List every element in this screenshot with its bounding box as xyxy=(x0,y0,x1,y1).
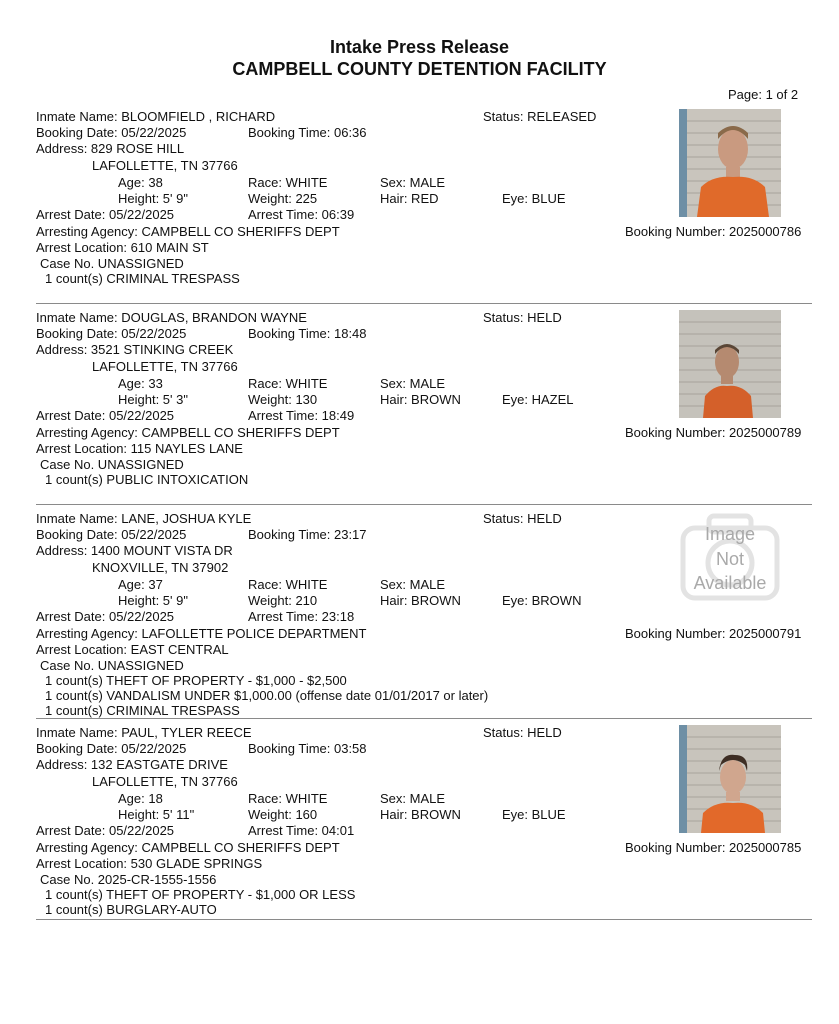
arrest-location: Arrest Location: 610 MAIN ST xyxy=(36,240,209,255)
charge-line: 1 count(s) PUBLIC INTOXICATION xyxy=(45,472,249,487)
arrest-location: Arrest Location: 115 NAYLES LANE xyxy=(36,441,243,456)
arrest-location: Arrest Location: EAST CENTRAL xyxy=(36,642,229,657)
charge-line: 1 count(s) THEFT OF PROPERTY - $1,000 OR LESS xyxy=(45,887,356,902)
report-title: Intake Press Release xyxy=(329,37,510,57)
arresting-agency: Arresting Agency: CAMPBELL CO SHERIFFS DEPT xyxy=(36,224,340,239)
sex: Sex: MALE xyxy=(380,791,446,806)
charge-line: 1 count(s) CRIMINAL TRESPASS xyxy=(45,703,240,718)
height: Height: 5' 3" xyxy=(118,392,188,407)
hair: Hair: BROWN xyxy=(380,807,461,822)
mugshot-photo xyxy=(679,109,781,217)
inmate-name: Inmate Name: DOUGLAS, BRANDON WAYNE xyxy=(36,310,307,325)
address-line-2: LAFOLLETTE, TN 37766 xyxy=(92,774,238,789)
inmate-status: Status: HELD xyxy=(483,511,562,526)
hair: Hair: RED xyxy=(380,191,439,206)
booking-number: Booking Number: 2025000785 xyxy=(625,840,802,855)
placeholder-text-2: Not xyxy=(715,549,744,569)
arrest-date: Arrest Date: 05/22/2025 xyxy=(36,609,175,624)
placeholder-text-1: Image xyxy=(704,524,756,544)
age: Age: 37 xyxy=(118,577,163,592)
placeholder-text-3: Available xyxy=(693,573,767,593)
booking-date: Booking Date: 05/22/2025 xyxy=(36,527,187,542)
race: Race: WHITE xyxy=(248,577,328,592)
facility-name: CAMPBELL COUNTY DETENTION FACILITY xyxy=(232,59,607,79)
address-line-1: Address: 3521 STINKING CREEK xyxy=(36,342,234,357)
booking-time: Booking Time: 03:58 xyxy=(248,741,367,756)
hair: Hair: BROWN xyxy=(380,392,461,407)
charge-line: 1 count(s) THEFT OF PROPERTY - $1,000 - $2,500 xyxy=(45,673,347,688)
sex: Sex: MALE xyxy=(380,577,446,592)
record-divider xyxy=(36,919,812,920)
inmate-name: Inmate Name: LANE, JOSHUA KYLE xyxy=(36,511,252,526)
arresting-agency: Arresting Agency: LAFOLLETTE POLICE DEPARTMENT xyxy=(36,626,367,641)
booking-date: Booking Date: 05/22/2025 xyxy=(36,741,187,756)
booking-number: Booking Number: 2025000791 xyxy=(625,626,802,641)
inmate-name: Inmate Name: BLOOMFIELD , RICHARD xyxy=(36,109,276,124)
weight: Weight: 130 xyxy=(248,392,318,407)
address-line-1: Address: 132 EASTGATE DRIVE xyxy=(36,757,228,772)
record-divider xyxy=(36,718,812,719)
inmate-name: Inmate Name: PAUL, TYLER REECE xyxy=(36,725,252,740)
booking-number: Booking Number: 2025000786 xyxy=(625,224,802,239)
race: Race: WHITE xyxy=(248,791,328,806)
booking-time: Booking Time: 06:36 xyxy=(248,125,367,140)
arrest-time: Arrest Time: 04:01 xyxy=(248,823,355,838)
height: Height: 5' 9" xyxy=(118,191,188,206)
arrest-time: Arrest Time: 23:18 xyxy=(248,609,355,624)
height: Height: 5' 9" xyxy=(118,593,188,608)
arresting-agency: Arresting Agency: CAMPBELL CO SHERIFFS DEPT xyxy=(36,840,340,855)
case-number: Case No. UNASSIGNED xyxy=(40,658,184,673)
arrest-date: Arrest Date: 05/22/2025 xyxy=(36,207,175,222)
weight: Weight: 225 xyxy=(248,191,318,206)
eye: Eye: HAZEL xyxy=(502,392,574,407)
address-line-1: Address: 829 ROSE HILL xyxy=(36,141,185,156)
booking-time: Booking Time: 23:17 xyxy=(248,527,367,542)
inmate-status: Status: RELEASED xyxy=(483,109,597,124)
record-divider xyxy=(36,504,812,505)
booking-date: Booking Date: 05/22/2025 xyxy=(36,326,187,341)
mugshot-photo xyxy=(679,310,781,418)
case-number: Case No. UNASSIGNED xyxy=(40,457,184,472)
race: Race: WHITE xyxy=(248,175,328,190)
charge-line: 1 count(s) VANDALISM UNDER $1,000.00 (offense date 01/01/2017 or later) xyxy=(45,688,489,703)
arrest-time: Arrest Time: 18:49 xyxy=(248,408,355,423)
booking-date: Booking Date: 05/22/2025 xyxy=(36,125,187,140)
page-number: Page: 1 of 2 xyxy=(728,87,799,102)
age: Age: 18 xyxy=(118,791,163,806)
mugshot-photo xyxy=(679,725,781,833)
address-line-2: LAFOLLETTE, TN 37766 xyxy=(92,158,238,173)
address-line-2: LAFOLLETTE, TN 37766 xyxy=(92,359,238,374)
race: Race: WHITE xyxy=(248,376,328,391)
address-line-1: Address: 1400 MOUNT VISTA DR xyxy=(36,543,233,558)
charge-line: 1 count(s) BURGLARY-AUTO xyxy=(45,902,217,917)
weight: Weight: 160 xyxy=(248,807,318,822)
height: Height: 5' 11" xyxy=(118,807,195,822)
age: Age: 38 xyxy=(118,175,163,190)
sex: Sex: MALE xyxy=(380,175,446,190)
record-divider xyxy=(36,303,812,304)
inmate-status: Status: HELD xyxy=(483,725,562,740)
address-line-2: KNOXVILLE, TN 37902 xyxy=(92,560,229,575)
arrest-date: Arrest Date: 05/22/2025 xyxy=(36,408,175,423)
eye: Eye: BLUE xyxy=(502,807,566,822)
arrest-location: Arrest Location: 530 GLADE SPRINGS xyxy=(36,856,263,871)
case-number: Case No. UNASSIGNED xyxy=(40,256,184,271)
case-number: Case No. 2025-CR-1555-1556 xyxy=(40,872,217,887)
weight: Weight: 210 xyxy=(248,593,318,608)
hair: Hair: BROWN xyxy=(380,593,461,608)
age: Age: 33 xyxy=(118,376,163,391)
inmate-status: Status: HELD xyxy=(483,310,562,325)
arrest-time: Arrest Time: 06:39 xyxy=(248,207,355,222)
eye: Eye: BROWN xyxy=(502,593,582,608)
booking-number: Booking Number: 2025000789 xyxy=(625,425,802,440)
sex: Sex: MALE xyxy=(380,376,446,391)
charge-line: 1 count(s) CRIMINAL TRESPASS xyxy=(45,271,240,286)
arresting-agency: Arresting Agency: CAMPBELL CO SHERIFFS DEPT xyxy=(36,425,340,440)
booking-time: Booking Time: 18:48 xyxy=(248,326,367,341)
image-not-available-placeholder xyxy=(679,510,781,610)
eye: Eye: BLUE xyxy=(502,191,566,206)
arrest-date: Arrest Date: 05/22/2025 xyxy=(36,823,175,838)
